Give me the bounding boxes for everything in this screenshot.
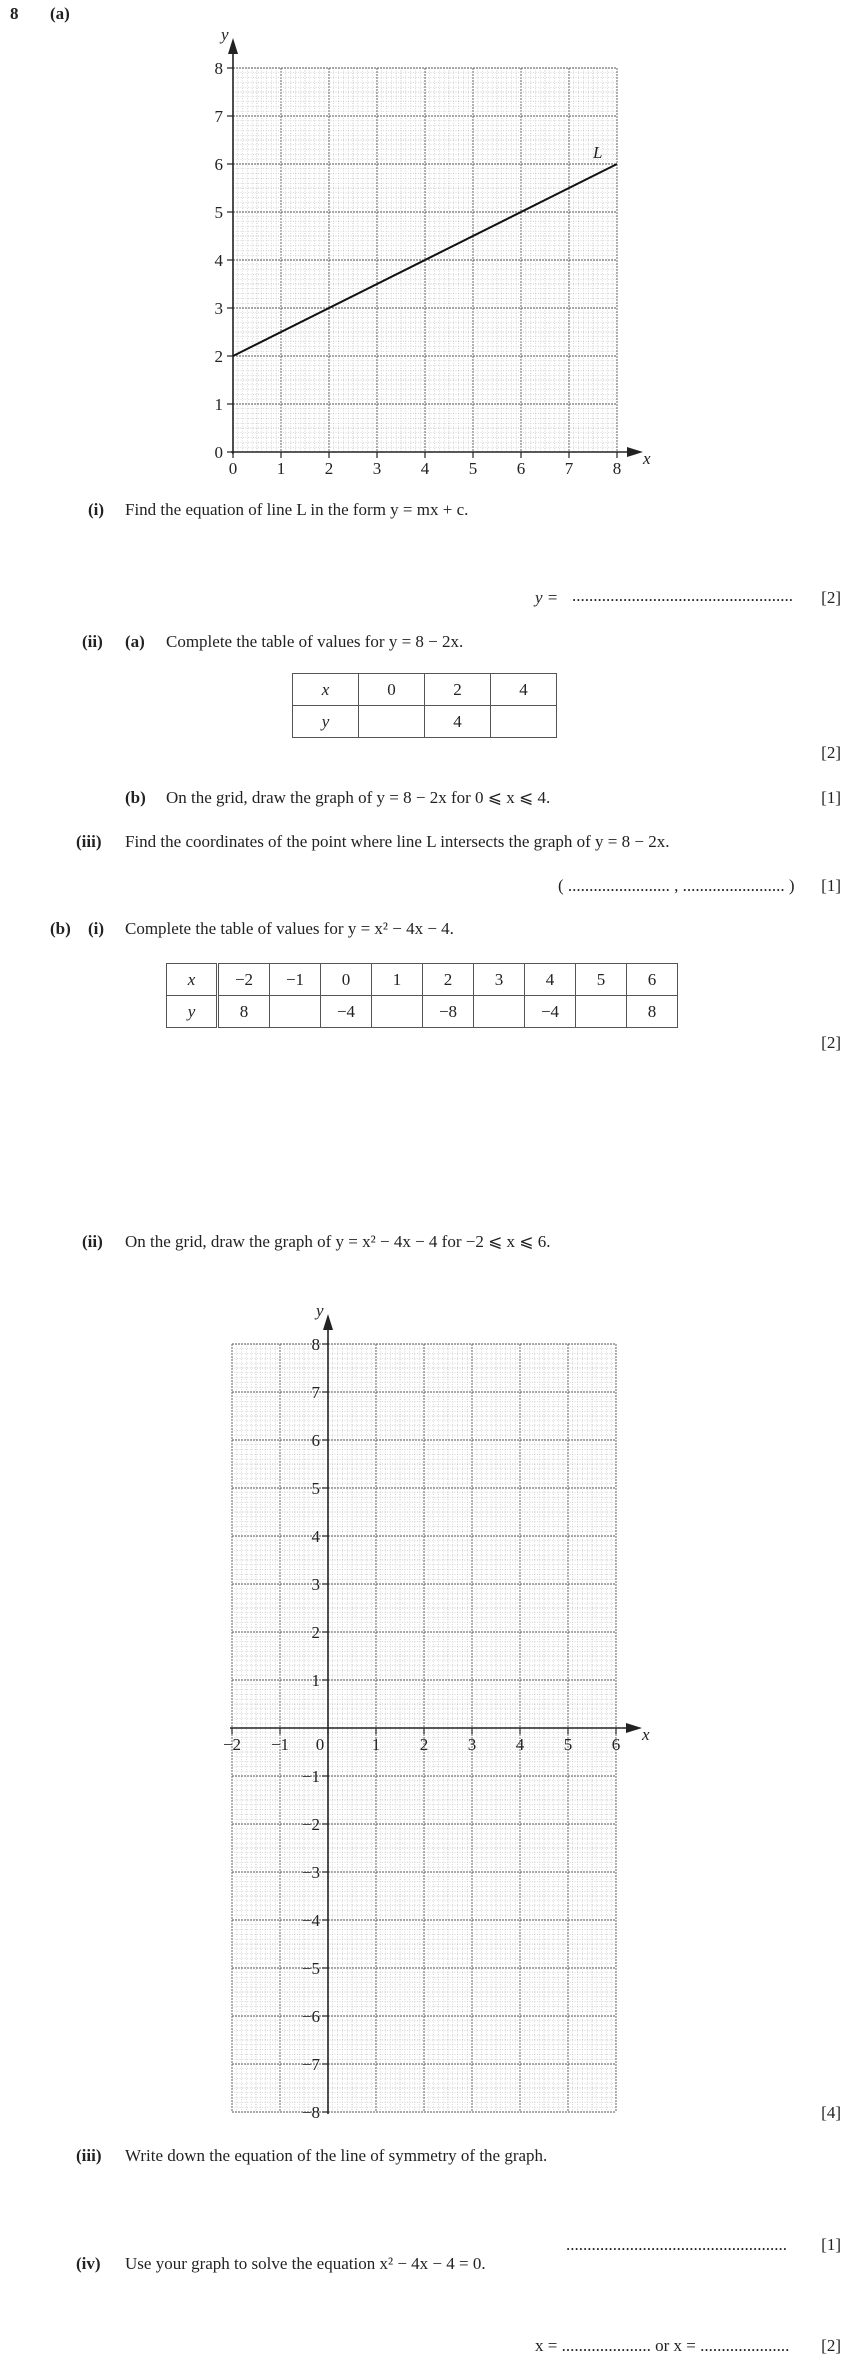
- table1-y-label: y: [293, 706, 359, 738]
- qb-iii-answer[interactable]: ....................................................: [566, 2235, 787, 2254]
- table2-y-cell: 8: [218, 996, 270, 1028]
- qb-ii-mark: [4]: [821, 2103, 841, 2122]
- x-tick-label: 0: [315, 1735, 325, 1754]
- qa-ii-a-sub: (a): [125, 632, 145, 651]
- part-b-label: (b): [50, 919, 71, 938]
- table2-x-cell: −1: [270, 964, 321, 996]
- y-tick-label: −7: [301, 2055, 320, 2074]
- qa-iii-text: Find the coordinates of the point where line L intersects the graph of y = 8 − 2x.: [125, 832, 670, 851]
- table2-x-cell: −2: [218, 964, 270, 996]
- table2-x-label: x: [167, 964, 218, 996]
- y-tick-label: 2: [214, 347, 223, 366]
- qb-ii-text: On the grid, draw the graph of y = x² − 4x − 4 for −2 ⩽ x ⩽ 6.: [125, 1232, 551, 1251]
- y-tick-label: −6: [301, 2007, 320, 2026]
- table2-x-cell: 6: [627, 964, 678, 996]
- x-tick-label: 1: [276, 459, 286, 478]
- qb-i-mark: [2]: [821, 1033, 841, 1052]
- y-tick-label: −8: [301, 2103, 320, 2122]
- table-of-values-linear: [292, 673, 557, 738]
- qa-iii-mark: [1]: [821, 876, 841, 895]
- y-tick-label: 1: [214, 395, 223, 414]
- y-tick-label: 6: [214, 155, 223, 174]
- qa-ii-a-mark: [2]: [821, 743, 841, 762]
- x-tick-label: 3: [467, 1735, 477, 1754]
- table2-y-cell: −8: [423, 996, 474, 1028]
- y-axis-label: y: [221, 25, 229, 44]
- table2-y-cell: 8: [627, 996, 678, 1028]
- table2-y-label: y: [167, 996, 218, 1028]
- x-tick-label: 2: [419, 1735, 429, 1754]
- y-tick-label: 0: [214, 443, 223, 462]
- table2-y-cell[interactable]: [576, 996, 627, 1028]
- x-tick-label: 2: [324, 459, 334, 478]
- y-tick-label: 2: [311, 1623, 320, 1642]
- table1-x-label: x: [293, 674, 359, 706]
- qb-iv-answer[interactable]: x = ..................... or x = .....................: [535, 2336, 790, 2355]
- y-axis-arrow: [228, 38, 238, 54]
- x-tick-label: 6: [611, 1735, 621, 1754]
- table1-x-cell: 4: [491, 674, 557, 706]
- qa-ii-b-mark: [1]: [821, 788, 841, 807]
- question-number: 8: [10, 4, 19, 23]
- y-tick-label: 5: [214, 203, 223, 222]
- x-tick-label: 5: [563, 1735, 573, 1754]
- qa-i-mark: [2]: [821, 588, 841, 607]
- table2-y-cell[interactable]: [270, 996, 321, 1028]
- x-tick-label: 4: [420, 459, 430, 478]
- table2-y-cell: −4: [321, 996, 372, 1028]
- table2-y-cell[interactable]: [474, 996, 525, 1028]
- qb-iv-mark: [2]: [821, 2336, 841, 2355]
- table-row: [167, 964, 678, 996]
- x-tick-label: 8: [612, 459, 622, 478]
- line-L-label: L: [593, 143, 603, 162]
- y-tick-label: 8: [311, 1335, 320, 1354]
- x-tick-label: 5: [468, 459, 478, 478]
- y-tick-label: −1: [301, 1767, 320, 1786]
- table1-y-cell[interactable]: [359, 706, 425, 738]
- table-row: [293, 706, 557, 738]
- y-tick-label: 6: [311, 1431, 320, 1450]
- x-axis-label: x: [642, 1725, 650, 1744]
- part-a-label: (a): [50, 4, 70, 23]
- y-tick-label: −4: [301, 1911, 320, 1930]
- x-axis-arrow: [627, 447, 643, 457]
- qa-ii-b-sub: (b): [125, 788, 146, 807]
- y-tick-label: −2: [301, 1815, 320, 1834]
- table2-x-cell: 4: [525, 964, 576, 996]
- table2-x-cell: 0: [321, 964, 372, 996]
- y-tick-label: 5: [311, 1479, 320, 1498]
- qa-i-answer-line[interactable]: ....................................................: [572, 586, 793, 605]
- y-tick-label: −3: [301, 1863, 320, 1882]
- y-tick-label: 7: [214, 107, 223, 126]
- qa-ii-a-text: Complete the table of values for y = 8 − 2x.: [166, 632, 464, 651]
- y-tick-label: 7: [311, 1383, 320, 1402]
- x-axis-label: x: [643, 449, 651, 468]
- y-tick-label: 8: [214, 59, 223, 78]
- table2-x-cell: 2: [423, 964, 474, 996]
- qa-ii-b-text: On the grid, draw the graph of y = 8 − 2x for 0 ⩽ x ⩽ 4.: [166, 788, 551, 807]
- x-tick-label: 6: [516, 459, 526, 478]
- y-tick-label: 4: [214, 251, 223, 270]
- qa-i-number: (i): [88, 500, 105, 519]
- x-axis-arrow: [626, 1723, 642, 1733]
- table2-y-cell[interactable]: [372, 996, 423, 1028]
- line-graph-L: [0, 0, 853, 480]
- table2-y-cell: −4: [525, 996, 576, 1028]
- x-tick-label: 7: [564, 459, 574, 478]
- y-axis-label: y: [316, 1301, 324, 1320]
- y-tick-label: 4: [311, 1527, 320, 1546]
- qb-i-text: Complete the table of values for y = x² − 4x − 4.: [125, 919, 454, 938]
- table1-y-cell: 4: [425, 706, 491, 738]
- x-tick-label: 1: [371, 1735, 381, 1754]
- qa-iii-answer[interactable]: ( ........................ , ........................ ): [558, 876, 795, 895]
- qa-i-answer-prefix: y =: [535, 588, 559, 607]
- qb-iii-mark: [1]: [821, 2235, 841, 2254]
- qa-i-text: Find the equation of line L in the form y = mx + c.: [125, 500, 469, 519]
- qb-iii-text: Write down the equation of the line of symmetry of the graph.: [125, 2146, 548, 2165]
- table2-x-cell: 5: [576, 964, 627, 996]
- table2-x-cell: 1: [372, 964, 423, 996]
- qa-ii-number: (ii): [82, 632, 103, 651]
- y-tick-label: 3: [214, 299, 223, 318]
- x-tick-label: −1: [270, 1735, 290, 1754]
- quadratic-grid[interactable]: [0, 1260, 853, 2122]
- y-tick-label: 3: [311, 1575, 320, 1594]
- x-tick-label: 4: [515, 1735, 525, 1754]
- qa-iii-number: (iii): [76, 832, 102, 851]
- table2-x-cell: 3: [474, 964, 525, 996]
- x-tick-label: 3: [372, 459, 382, 478]
- table1-x-cell: 0: [359, 674, 425, 706]
- table1-x-cell: 2: [425, 674, 491, 706]
- y-tick-label: 1: [311, 1671, 320, 1690]
- x-tick-label: 0: [228, 459, 238, 478]
- qb-iv-text: Use your graph to solve the equation x² − 4x − 4 = 0.: [125, 2254, 486, 2273]
- qb-iii-number: (iii): [76, 2146, 102, 2165]
- qb-i-number: (i): [88, 919, 105, 938]
- table-row: [293, 674, 557, 706]
- qb-ii-number: (ii): [82, 1232, 103, 1251]
- y-tick-label: −5: [301, 1959, 320, 1978]
- table1-y-cell[interactable]: [491, 706, 557, 738]
- y-axis-arrow: [323, 1314, 333, 1330]
- qb-iv-number: (iv): [76, 2254, 101, 2273]
- table-of-values-quadratic: [166, 963, 678, 1028]
- table-row: [167, 996, 678, 1028]
- x-tick-label: −2: [222, 1735, 242, 1754]
